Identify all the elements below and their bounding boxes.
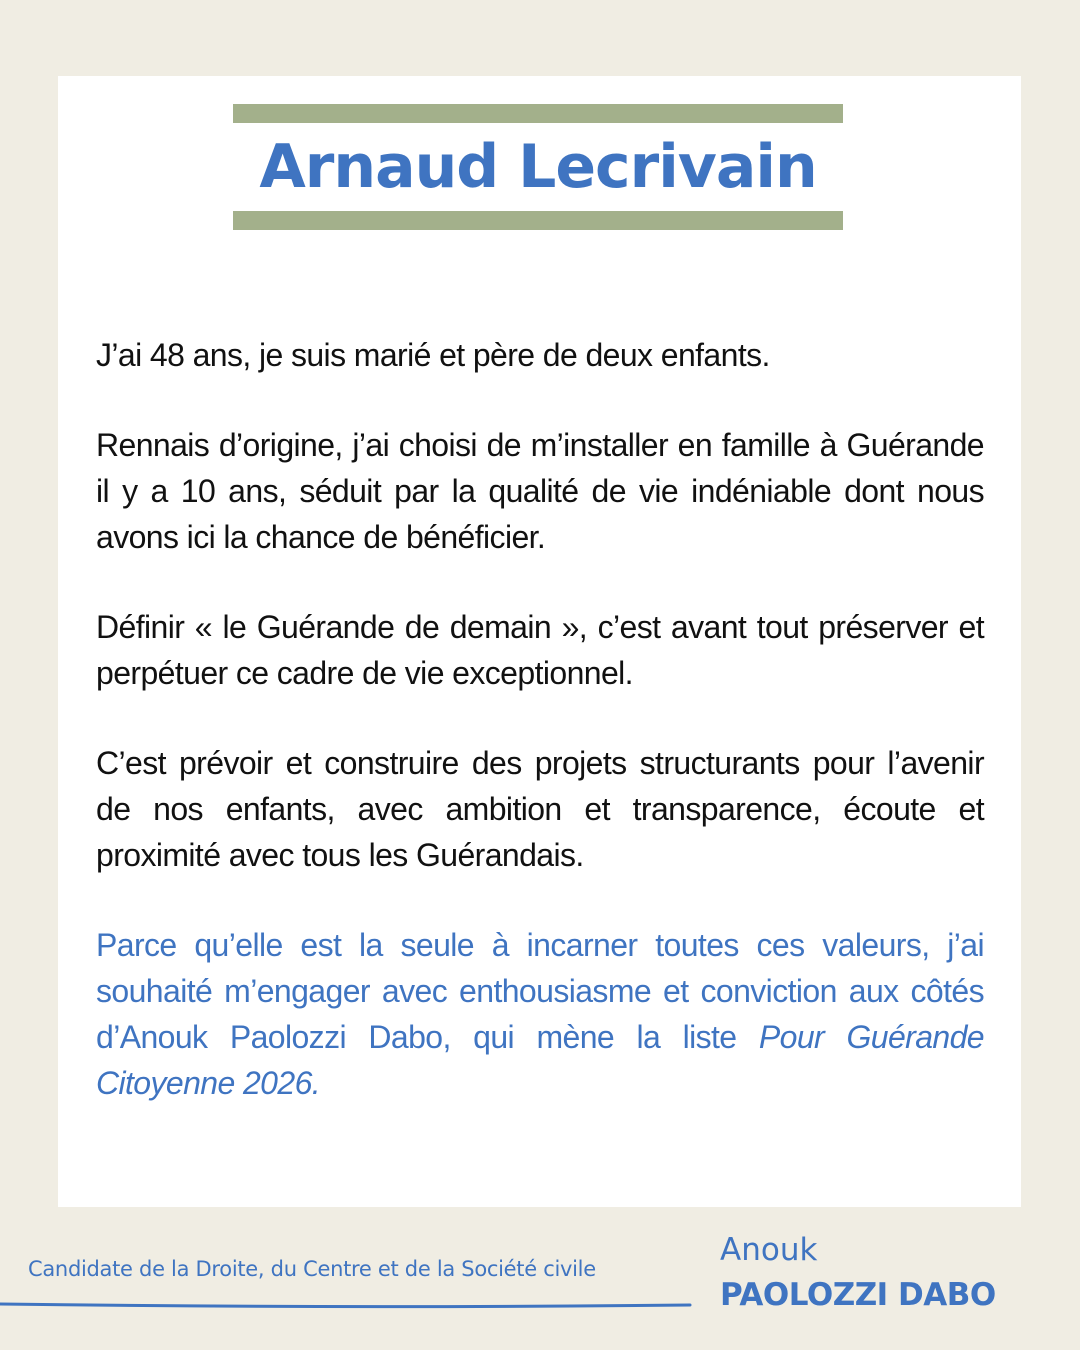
list-name: Pour Guérande Citoyenne 2026. (96, 1019, 985, 1101)
title-bar-top (233, 104, 843, 123)
brush-underline (0, 1296, 700, 1316)
commitment-text: Parce qu’elle est la seule à incarner toutes ces valeurs, j’ai souhaité m’engager avec enthousiasme et conviction aux côtés d’Anouk Paolozzi Dabo, qui mène la liste (96, 927, 984, 1055)
paragraph-intro: J’ai 48 ans, je suis marié et père de deux enfants. (96, 337, 770, 373)
paragraph-origin: Rennais d’origine, j’ai choisi de m’installer en famille à Guérande il y a 10 ans, séduit par la qualité de vie indéniable dont nous avons ici la chance de bénéficier. (96, 427, 984, 555)
paragraph-projects: C’est prévoir et construire des projets structurants pour l’avenir de nos enfants, avec ambition et transparence, écoute et proximité avec tous les Guérandais. (96, 745, 984, 873)
text-card (58, 76, 1021, 1207)
candidate-first-name: Anouk (720, 1232, 818, 1268)
statement-body (96, 332, 984, 1150)
candidate-tagline: Candidate de la Droite, du Centre et de la Société civile (28, 1257, 596, 1281)
title-banner (233, 104, 843, 230)
title-bar-bottom (233, 211, 843, 230)
paragraph-commitment (96, 922, 984, 1106)
candidate-last-name: PAOLOZZI DABO (720, 1277, 996, 1313)
paragraph-vision: Définir « le Guérande de demain », c’est avant tout préserver et perpétuer ce cadre de vie exceptionnel. (96, 609, 984, 691)
page-title: Arnaud Lecrivain (259, 132, 817, 202)
